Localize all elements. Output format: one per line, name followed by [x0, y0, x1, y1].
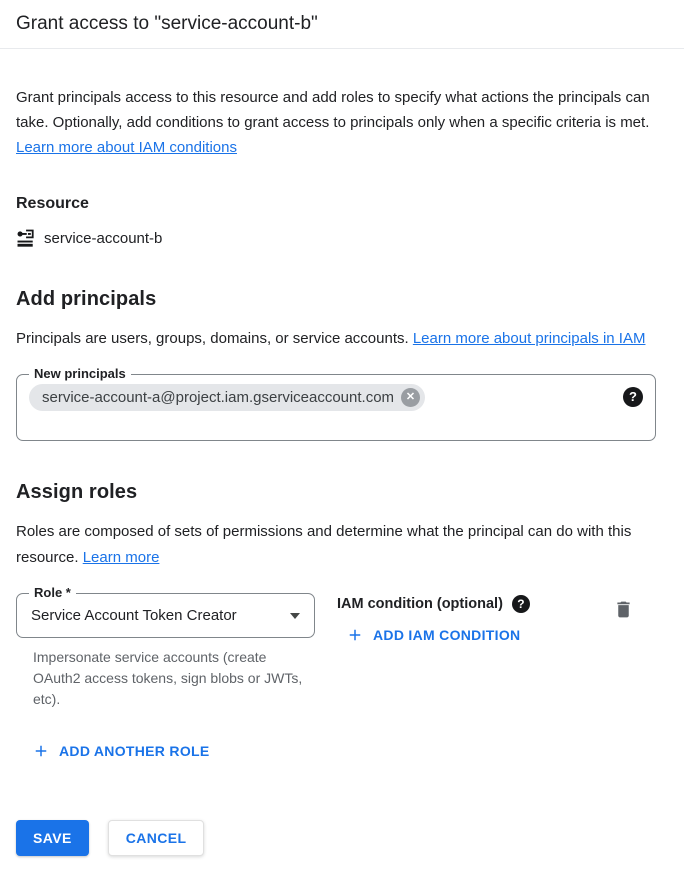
trash-icon [613, 599, 634, 620]
iam-condition-label-row [337, 595, 613, 613]
resource-name: service-account-b [44, 230, 163, 247]
add-iam-condition-label: ADD IAM CONDITION [373, 627, 521, 643]
role-column [16, 585, 337, 710]
resource-heading: Resource [16, 195, 89, 212]
dialog-body [0, 85, 684, 856]
role-select[interactable] [16, 585, 315, 638]
iam-conditions-link[interactable]: Learn more about IAM conditions [16, 139, 237, 156]
new-principals-label: New principals [29, 366, 131, 381]
intro-paragraph [16, 85, 656, 160]
plus-icon [32, 742, 50, 760]
add-another-role-label: ADD ANOTHER ROLE [59, 743, 210, 759]
add-another-role-button[interactable] [32, 742, 210, 760]
resource-row [16, 229, 656, 248]
role-selected-value: Service Account Token Creator [31, 607, 237, 624]
iam-condition-help-icon[interactable]: ? [512, 595, 530, 613]
chip-close-icon[interactable]: ✕ [401, 388, 420, 407]
role-select-label: Role * [29, 585, 76, 600]
iam-condition-column [337, 593, 613, 649]
intro-text: Grant principals access to this resource and add roles to specify what actions the principals can take. Optionally, add conditions to grant access to principals only when a specific criteria is met. [16, 89, 650, 131]
page-title: Grant access to "service-account-b" [16, 13, 318, 34]
assign-roles-heading: Assign roles [16, 481, 138, 503]
dialog-actions [16, 820, 656, 856]
principals-help-icon[interactable]: ? [623, 387, 643, 407]
chevron-down-icon [290, 613, 300, 619]
role-row [16, 585, 656, 710]
add-principals-heading: Add principals [16, 288, 157, 310]
principals-learn-more-link[interactable]: Learn more about principals in IAM [412, 330, 646, 347]
role-helper-text: Impersonate service accounts (create OAuth2 access tokens, sign blobs or JWTs, etc). [33, 649, 303, 707]
title-divider [0, 48, 684, 49]
iam-condition-label: IAM condition (optional) [337, 596, 503, 612]
service-account-icon [16, 229, 35, 248]
plus-icon [346, 626, 364, 644]
cancel-button[interactable]: CANCEL [108, 820, 205, 856]
new-principals-field[interactable] [16, 366, 656, 441]
principal-chip-text: service-account-a@project.iam.gserviceaccount.com [42, 389, 395, 406]
save-button[interactable]: SAVE [16, 820, 89, 856]
principals-desc-text: Principals are users, groups, domains, or service accounts. [16, 330, 413, 347]
delete-role-button[interactable] [613, 599, 634, 620]
add-iam-condition-button[interactable] [346, 626, 520, 644]
roles-desc-text: Roles are composed of sets of permissions and determine what the principal can do with this resource. [16, 523, 632, 566]
roles-learn-more-link[interactable]: Learn more [82, 549, 160, 566]
roles-description [16, 519, 656, 571]
principals-description [16, 326, 656, 352]
principal-chip[interactable] [29, 384, 425, 411]
